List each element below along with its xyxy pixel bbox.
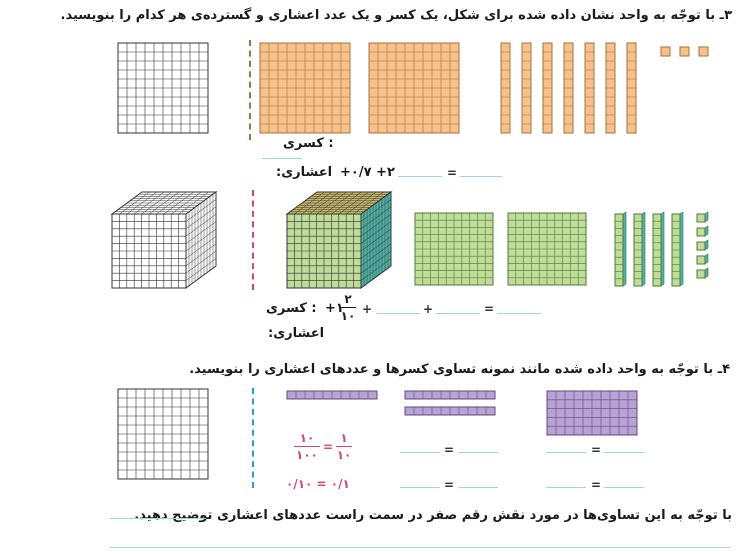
- q3-row2-blank-a[interactable]: [376, 313, 420, 314]
- q4-example-fraction: [294, 432, 352, 461]
- green-cube: [285, 190, 395, 290]
- unit-square-grid-2: [117, 388, 209, 480]
- q3-row1-blank-b[interactable]: [460, 176, 502, 177]
- example-equals: =: [323, 439, 334, 454]
- fraction-numerator: ۲: [344, 292, 352, 306]
- q4-footer: با توجّه به این تساوی‌ها در مورد نقش رقم صفر در سمت راست عددهای اعشاری توضیح دهید.: [134, 508, 732, 523]
- q3-row2-fraction-label: : کسری: [266, 301, 317, 316]
- q3-row2-fraction: [340, 293, 356, 322]
- divider-3: [252, 388, 254, 488]
- left-denominator: ۱۰۰: [296, 448, 318, 462]
- q4-footer-answer-line-2[interactable]: [110, 547, 730, 548]
- q3-row2-plus-1: +: [362, 302, 373, 316]
- q3-row2-equals: =: [484, 302, 495, 316]
- q4-example-decimal: ۰/۱۰ = ۰/۱: [286, 477, 350, 491]
- q4-footer-answer-line-1[interactable]: [110, 518, 206, 519]
- q4-c3-r1-eq: =: [591, 443, 602, 457]
- q4-title: ۴ـ با توجّه به واحد داده شده مانند نمونه تساوی کسرها و عددهای اعشاری را بنویسید.: [189, 362, 730, 377]
- unit-cube: [110, 190, 220, 290]
- green-flat-2: [507, 212, 589, 288]
- orange-units: [660, 46, 716, 58]
- q4-c2-r1-blank-b[interactable]: [458, 452, 498, 453]
- purple-flat: [546, 390, 638, 436]
- q3-row1-fraction-blank[interactable]: [262, 158, 302, 159]
- unit-square-grid-1: [117, 42, 209, 134]
- fraction-denominator: ۱۰: [340, 309, 356, 323]
- purple-rod: [286, 390, 378, 400]
- green-units: [696, 212, 710, 288]
- orange-rods: [500, 42, 650, 134]
- orange-flat-2: [368, 42, 460, 134]
- q4-c3-r1-blank-a[interactable]: [546, 452, 586, 453]
- q4-c2-r2-eq: =: [444, 478, 455, 492]
- q3-row2-decimal-label: اعشاری:: [268, 326, 325, 341]
- q4-c2-r2-blank-b[interactable]: [458, 487, 498, 488]
- q4-c3-r1-blank-b[interactable]: [604, 452, 644, 453]
- q3-row2-whole: ۱+: [325, 301, 344, 316]
- q3-row2-blank-c[interactable]: [497, 313, 541, 314]
- q4-c2-r1-blank-a[interactable]: [400, 452, 440, 453]
- purple-rods-two: [404, 390, 496, 418]
- right-denominator: ۱۰: [336, 448, 352, 462]
- q4-c3-r2-blank-a[interactable]: [546, 487, 586, 488]
- q4-c2-r2-blank-a[interactable]: [400, 487, 440, 488]
- q3-row1-fraction-label: : کسری: [283, 136, 334, 151]
- q3-row1-equals: =: [447, 166, 458, 180]
- q3-row2-plus-2: +: [423, 302, 434, 316]
- green-flat-1: [414, 212, 496, 288]
- q4-c3-r2-blank-b[interactable]: [604, 487, 644, 488]
- q3-title: ۳ـ با توجّه به واحد نشان داده شده برای شکل، یک کسر و یک عدد اعشاری و گسترده‌ی هر کدام را بنویسید.: [60, 8, 732, 23]
- q3-row1-blank-a[interactable]: [398, 176, 442, 177]
- orange-flat-1: [259, 42, 351, 134]
- q3-row1-decimal-expansion: ۲+ ۰/۷+: [340, 165, 395, 180]
- example-right-fraction: [336, 432, 352, 461]
- green-rods: [613, 212, 693, 288]
- q4-c2-r1-eq: =: [444, 443, 455, 457]
- q4-c3-r2-eq: =: [591, 478, 602, 492]
- example-left-fraction: [294, 432, 320, 461]
- divider-1: [249, 40, 251, 140]
- right-numerator: ۱: [340, 431, 348, 445]
- divider-2: [252, 190, 254, 290]
- q3-row2-blank-b[interactable]: [436, 313, 480, 314]
- q3-row1-decimal-label: اعشاری:: [276, 165, 333, 180]
- left-numerator: ۱۰: [299, 431, 315, 445]
